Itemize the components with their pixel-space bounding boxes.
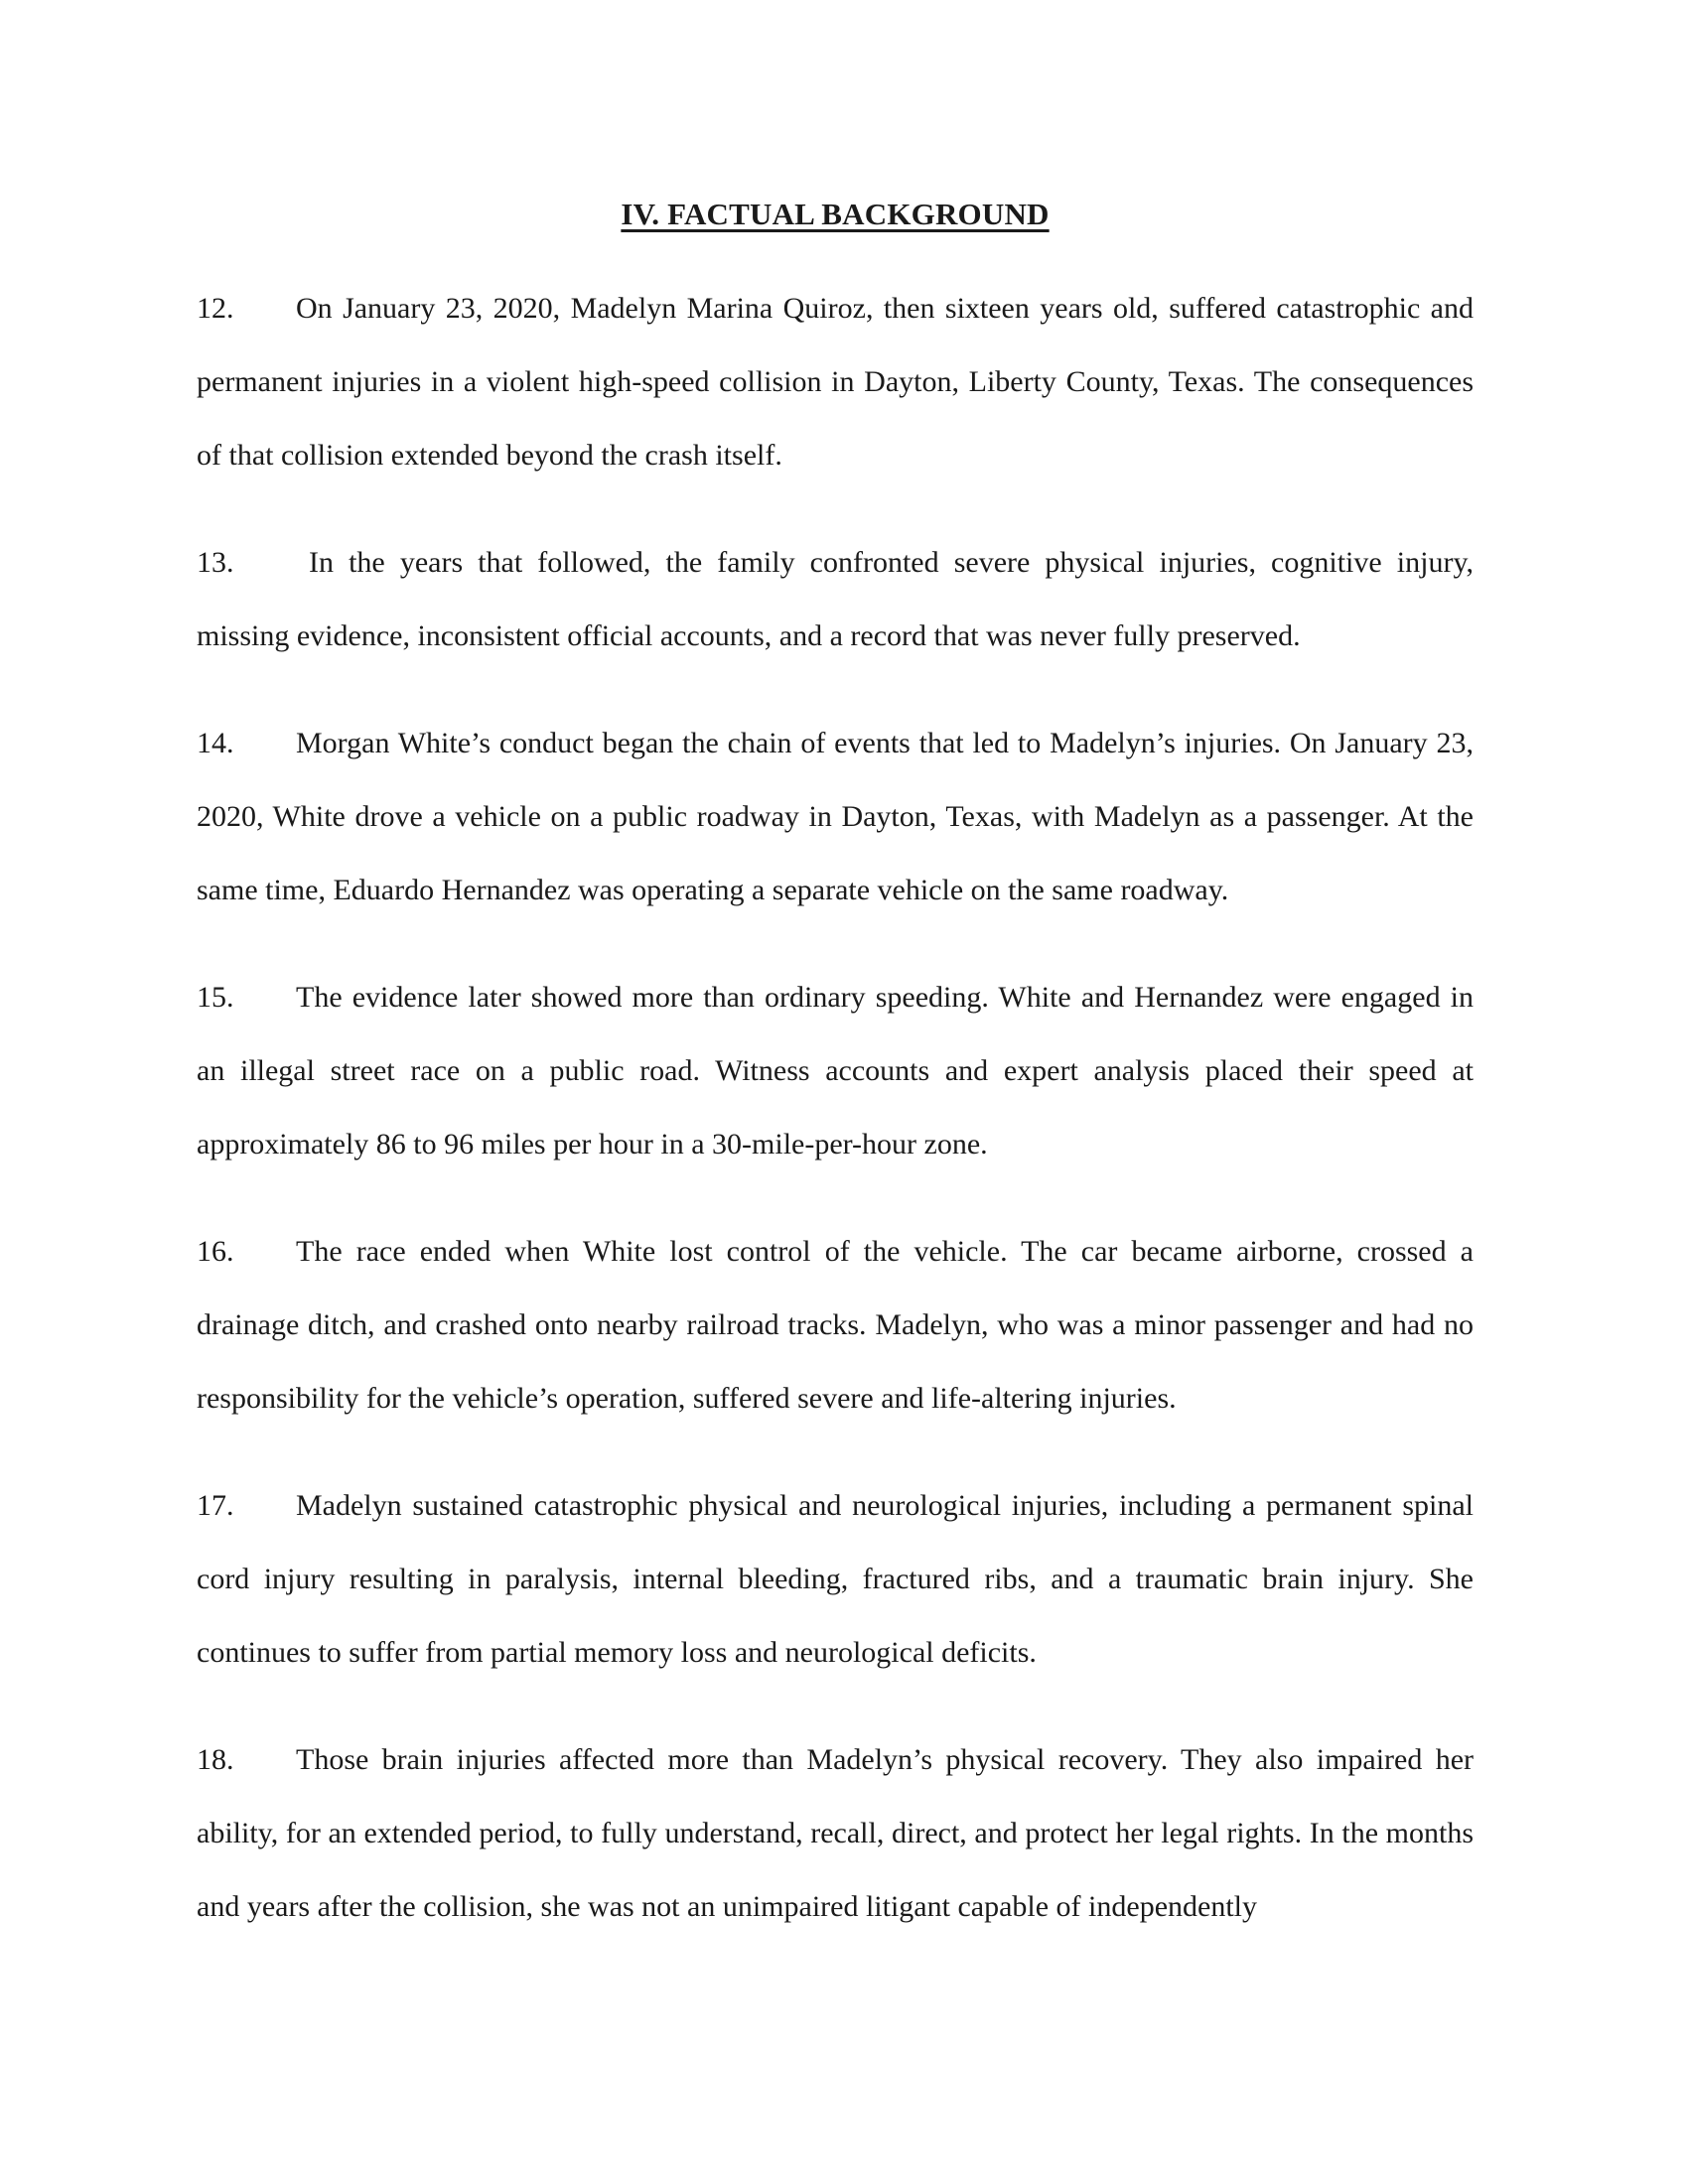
paragraph-number: 13.: [197, 546, 234, 579]
paragraph-16: [197, 1215, 1474, 1435]
paragraph-text: In the years that followed, the family confronted severe physical injuries, cognitive injury, missing evidence, inconsistent official accounts, and a record that was never fully preserved.: [197, 546, 1474, 652]
document-page: [197, 195, 1474, 1978]
paragraph-15: [197, 961, 1474, 1181]
paragraph-text: The evidence later showed more than ordinary speeding. White and Hernandez were engaged in an illegal street race on a public road. Witness accounts and expert analysis placed their speed at approximately 86 to 96 miles per hour in a 30-mile-per-hour zone.: [197, 981, 1474, 1160]
section-heading: IV. FACTUAL BACKGROUND: [621, 197, 1050, 231]
paragraph-12: [197, 272, 1474, 492]
paragraph-13: [197, 526, 1474, 673]
paragraph-number: 15.: [197, 981, 234, 1014]
paragraph-number: 18.: [197, 1743, 234, 1776]
paragraph-text: On January 23, 2020, Madelyn Marina Quiroz, then sixteen years old, suffered catastrophic and permanent injuries in a violent high-speed collision in Dayton, Liberty County, Texas. The consequences of that collision extended beyond the crash itself.: [197, 292, 1474, 472]
paragraph-18: [197, 1723, 1474, 1944]
paragraph-number: 16.: [197, 1235, 234, 1268]
paragraph-number: 17.: [197, 1489, 234, 1522]
paragraph-text: Those brain injuries affected more than Madelyn’s physical recovery. They also impaired her ability, for an extended period, to fully understand, recall, direct, and protect her legal rights. In the months and years after the collision, she was not an unimpaired litigant capable of independently: [197, 1743, 1474, 1923]
paragraph-number: 12.: [197, 292, 234, 325]
paragraph-14: [197, 707, 1474, 927]
paragraph-number: 14.: [197, 727, 234, 759]
paragraph-text: Morgan White’s conduct began the chain of events that led to Madelyn’s injuries. On January 23, 2020, White drove a vehicle on a public roadway in Dayton, Texas, with Madelyn as a passenger. At the same time, Eduardo Hernandez was operating a separate vehicle on the same roadway.: [197, 727, 1474, 906]
paragraph-text: Madelyn sustained catastrophic physical and neurological injuries, including a permanent spinal cord injury resulting in paralysis, internal bleeding, fractured ribs, and a traumatic brain injury. She continues to suffer from partial memory loss and neurological deficits.: [197, 1489, 1474, 1669]
paragraph-17: [197, 1469, 1474, 1690]
paragraph-text: The race ended when White lost control of the vehicle. The car became airborne, crossed a drainage ditch, and crashed onto nearby railroad tracks. Madelyn, who was a minor passenger and had no responsibility for the vehicle’s operation, suffered severe and life-altering injuries.: [197, 1235, 1474, 1415]
